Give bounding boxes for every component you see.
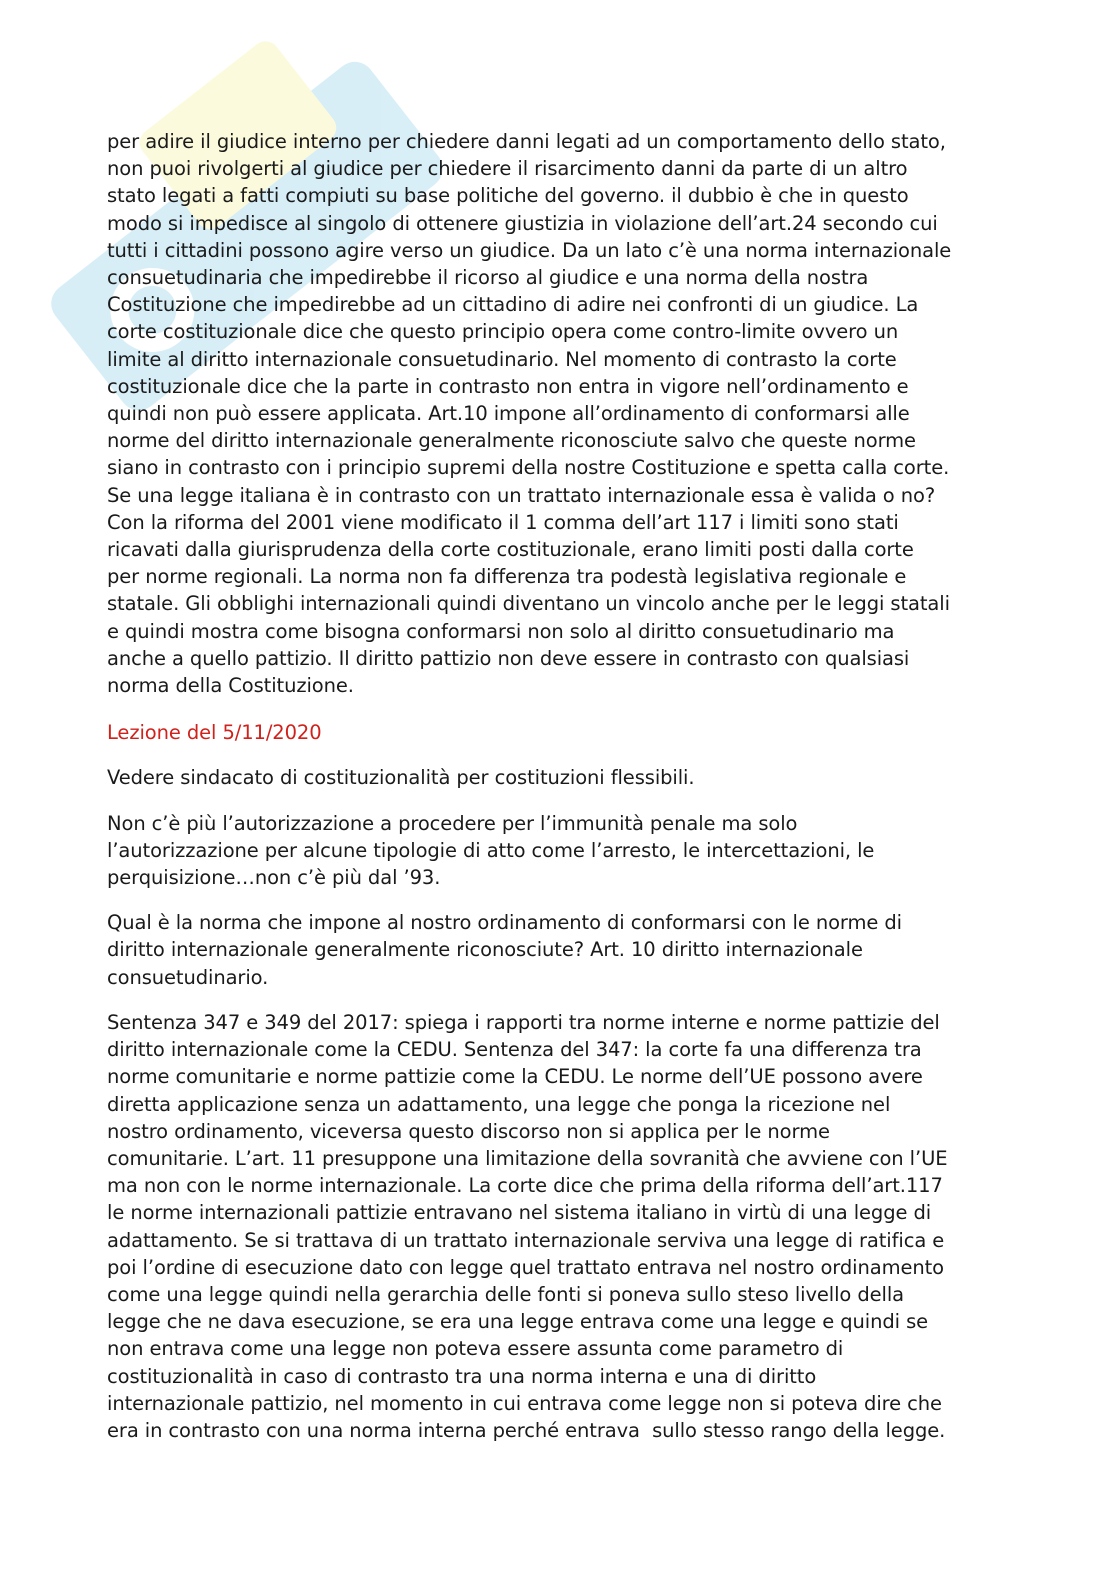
paragraph-art10: Qual è la norma che impone al nostro ordinamento di conformarsi con le norme di diritto internazionale generalmente riconosciute? Art. 10 diritto internazionale consuetudinario. xyxy=(107,911,902,989)
paragraph-sindacato: Vedere sindacato di costituzionalità per costituzioni flessibili. xyxy=(107,766,695,790)
paragraph-sentenze: Sentenza 347 e 349 del 2017: spiega i rapporti tra norme interne e norme pattizie del diritto internazionale come la CEDU. Sentenza del 347: la corte fa una differenza tra norme comunitarie e norme pattizie come la CEDU. Le norme dell’UE possono avere diretta applicazione senza un adattamento, una legge che ponga la ricezione nel nostro ordinamento, viceversa questo discorso non si applica per le norme comunitarie. L’art. 11 presuppone una limitazione della sovranità che avviene con l’UE ma non con le norme internazionale. La corte dice che prima della riforma dell’art.117 le norme internazionali pattizie entravano nel sistema italiano in virtù di una legge di adattamento. Se si trattava di un trattato internazionale serviva una legge di ratifica e poi l’ordine di esecuzione dato con legge quel trattato entrava nel nostro ordinamento come una legge quindi nella gerarchia delle fonti si poneva sullo steso livello della legge che ne dava esecuzione, se era una legge entrava come una legge e quindi se non entrava come una legge non poteva essere assunta come parametro di costituzionalità in caso di contrasto tra una norma interna e una di diritto internazionale pattizio, nel momento in cui entrava come legge non si poteva dire che era in contrasto con una norma interna perché entrava sullo stesso rango della legge. xyxy=(107,1010,948,1442)
paragraph-autorizzazione: Non c’è più l’autorizzazione a procedere per l’immunità penale ma solo l’autorizzazione per alcune tipologie di atto come l’arresto, le intercettazioni, le perquisizione…non c’è più dal ’93. xyxy=(107,811,875,890)
paragraph-intro: per adire il giudice interno per chiedere danni legati ad un comportamento dello stato, non puoi rivolgerti al giudice per chiedere il risarcimento danni da parte di un altro stato legati a fatti compiuti su base politiche del governo. il dubbio è che in questo modo si impedisce al singolo di ottenere giustizia in violazione dell’art.24 secondo cui tutti i cittadini possono agire verso un giudice. Da un lato c’è una norma internazionale consuetudinaria che impedirebbe il ricorso al giudice e una norma della nostra Costituzione che impedirebbe ad un cittadino di adire nei confronti di un giudice. La corte costituzionale dice che questo principio opera come contro-limite ovvero un limite al diritto internazionale consuetudinario. Nel momento di contrasto la corte costituzionale dice che la parte in contrasto non entra in vigore nell’ordinamento e quindi non può essere applicata. Art.10 impone all’ordinamento di conformarsi alle norme del diritto internazionale generalmente riconosciute salvo che queste norme siano in contrasto con i principio supremi della nostre Costituzione e spetta calla corte. Se una legge italiana è in contrasto con un trattato internazionale essa è valida o no? Con la riforma del 2001 viene modificato il 1 comma dell’art 117 i limiti sono stati ricavati dalla giurisprudenza della corte costituzionale, erano limiti posti dalla corte per norme regionali. La norma non fa differenza tra podestà legislativa regionale e statale. Gli obblighi internazionali quindi diventano un vincolo anche per le leggi statali e quindi mostra come bisogna conformarsi non solo al diritto consuetudinario ma anche a quello pattizio. Il diritto pattizio non deve essere in contrasto con qualsiasi norma della Costituzione. xyxy=(107,130,952,698)
lesson-heading: Lezione del 5/11/2020 xyxy=(107,721,322,745)
document-page xyxy=(107,128,1012,1462)
